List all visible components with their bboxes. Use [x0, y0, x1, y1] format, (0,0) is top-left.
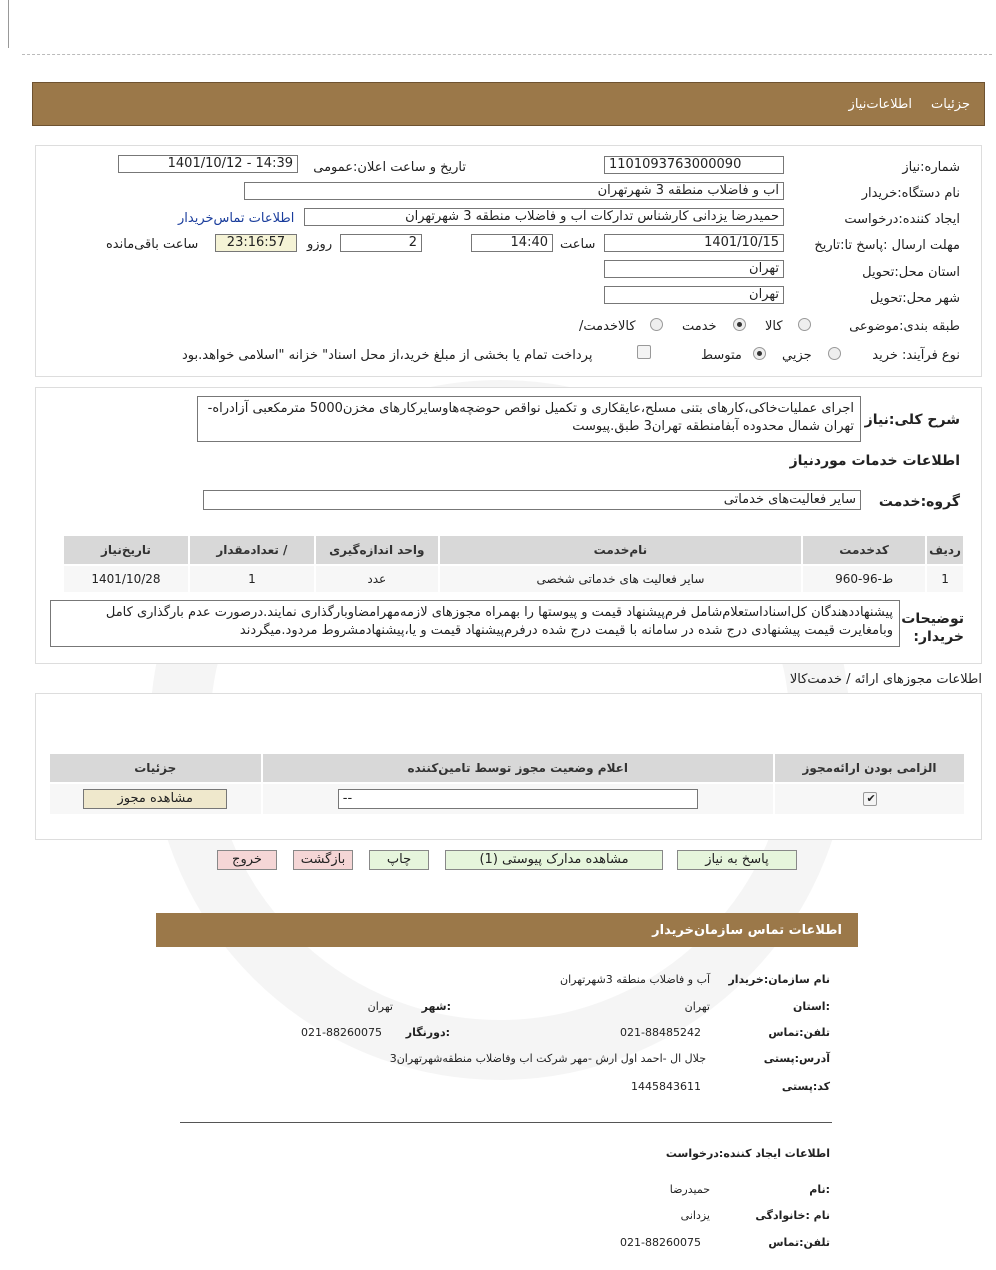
org-value: آب و فاضلاب منطقه 3شهرتهران [560, 973, 710, 986]
category-service-radio[interactable] [733, 318, 746, 331]
creator-family-label: نام :خانوادگی [755, 1209, 830, 1222]
days-field: 2 [340, 234, 422, 252]
required-checkbox[interactable] [863, 792, 877, 806]
cell-date: 1401/10/28 [63, 565, 189, 593]
creator-family-value: یزدانی [680, 1209, 710, 1222]
org-label: نام سازمان:خریدار [728, 973, 830, 986]
category-label: طبقه بندی:موضوعی [849, 319, 960, 334]
fax-value: 021-88260075 [301, 1026, 382, 1039]
tab-details[interactable]: جزئیات [931, 97, 970, 112]
creator-phone-value: 021-88260075 [620, 1236, 701, 1249]
creator-field: حمیدرضا یزدانی کارشناس تدارکات آب و فاضلاب منطقه 3 شهرتهران [304, 208, 784, 226]
category-both-radio[interactable] [650, 318, 663, 331]
contact-city-label: شهر: [421, 1000, 451, 1013]
col-unit: واحد اندازه‌گیری [315, 535, 439, 565]
top-divider [22, 54, 992, 55]
city-field: تهران [604, 286, 784, 304]
col-qty: / تعدادمقدار [189, 535, 315, 565]
service-group-label: گروه:خدمت [878, 494, 960, 510]
cell-status [262, 783, 775, 815]
contact-title: اطلاعات تماس سازمان‌خریدار [652, 923, 842, 938]
deadline-time-field: 14:40 [471, 234, 553, 252]
permit-status-field[interactable]: -- [338, 789, 698, 809]
print-button[interactable]: چاپ [369, 850, 429, 870]
category-goods-label: کالا [765, 319, 783, 334]
creator-info-title: اطلاعات ایجاد کننده:درخواست [665, 1147, 830, 1160]
view-permit-button[interactable]: مشاهده مجوز [83, 789, 227, 809]
col-row: ردیف [926, 535, 964, 565]
need-info-panel [35, 145, 982, 377]
contact-divider [180, 1122, 832, 1123]
cell-required [774, 783, 965, 815]
deadline-date-field: 1401/10/15 [604, 234, 784, 252]
province-label: استان محل:تحویل [862, 265, 960, 280]
category-both-label: /کالاخدمت [579, 319, 636, 334]
page-edge-line [8, 0, 9, 48]
table-row [49, 783, 965, 815]
services-section-title: اطلاعات خدمات موردنیاز [789, 453, 960, 469]
phone-label: تلفن:تماس [768, 1026, 830, 1039]
col-status: اعلام وضعیت مجوز توسط تامین‌کننده [262, 753, 775, 783]
col-code: کدخدمت [802, 535, 926, 565]
need-number-field: 1101093763000090 [604, 156, 784, 174]
process-label: نوع فرآیند: خرید [872, 348, 960, 363]
contact-header [156, 913, 858, 947]
postal-label: کد:پستی [781, 1080, 830, 1093]
cell-unit: عدد [315, 565, 439, 593]
postal-value: 1445843611 [631, 1080, 701, 1093]
time-label: ساعت [560, 237, 596, 252]
description-label: شرح کلی:نیاز [864, 412, 960, 428]
need-number-label: شماره:نیاز [902, 160, 960, 175]
creator-phone-label: تلفن:تماس [768, 1236, 830, 1249]
permits-table [48, 752, 966, 816]
attachments-button[interactable]: مشاهده مدارک پیوستی (1) [445, 850, 663, 870]
treasury-payment-checkbox[interactable] [637, 345, 651, 359]
process-medium-radio[interactable] [753, 347, 766, 360]
page-header [32, 82, 985, 126]
exit-button[interactable]: خروج [217, 850, 277, 870]
cell-code: ط-96-960 [802, 565, 926, 593]
announce-field: 1401/10/12 - 14:39 [118, 155, 298, 173]
services-table [62, 534, 965, 594]
contact-province-value: تهران [684, 1000, 710, 1013]
cell-row: 1 [926, 565, 964, 593]
tab-need-info[interactable]: اطلاعات‌نیاز [848, 97, 912, 112]
col-details: جزئیات [49, 753, 262, 783]
announce-label: تاریخ و ساعت اعلان:عمومی [313, 160, 466, 175]
col-required: الزامی بودن ارائه‌مجوز [774, 753, 965, 783]
description-text: اجرای عملیات‌خاکی،کارهای بتنی مسلح،عایقکاری و تکمیل نواقص حوضچه‌هاوسایرکارهای مخزن5000 مترمکعبی آزادراه-تهران شمال محدوده آبفامنطقه تهران3 طبق.پیوست [197, 396, 861, 442]
reply-button[interactable]: پاسخ به نیاز [677, 850, 797, 870]
col-name: نام‌خدمت [439, 535, 802, 565]
category-goods-radio[interactable] [798, 318, 811, 331]
phone-value: 021-88485242 [620, 1026, 701, 1039]
process-medium-label: متوسط [701, 348, 742, 363]
deadline-label: مهلت ارسال :پاسخ تا:تاریخ [814, 238, 960, 253]
process-minor-radio[interactable] [828, 347, 841, 360]
cell-details [49, 783, 262, 815]
check-icon: ✔ [866, 792, 876, 806]
treasury-payment-note: پرداخت تمام یا بخشی از مبلغ خرید،از محل اسناد" خزانه "اسلامی خواهد.بود [182, 348, 593, 363]
contact-city-value: تهران [367, 1000, 393, 1013]
category-service-label: خدمت [682, 319, 717, 334]
remaining-time-field: 23:16:57 [215, 234, 297, 252]
buyer-notes-label: توضیحات خریدار: [901, 611, 964, 645]
col-date: تاریخ‌نیاز [63, 535, 189, 565]
province-field: تهران [604, 260, 784, 278]
address-label: آدرس:پستی [763, 1052, 830, 1065]
service-group-field: سایر فعالیت‌های خدماتی [203, 490, 861, 510]
contact-province-label: استان: [792, 1000, 830, 1013]
city-label: شهر محل:تحویل [870, 291, 960, 306]
creator-name-label: نام: [809, 1183, 830, 1196]
creator-label: ایجاد کننده:درخواست [844, 212, 960, 227]
cell-qty: 1 [189, 565, 315, 593]
back-button[interactable]: بازگشت [293, 850, 353, 870]
address-value: جلال ال -احمد اول ارش -مهر شرکت اب وفاضلاب منطقه‌شهرتهران3 [389, 1052, 706, 1065]
buyer-label: نام دستگاه:خریدار [861, 186, 960, 201]
creator-name-value: حمیدرضا [669, 1183, 710, 1196]
buyer-field: آب و فاضلاب منطقه 3 شهرتهران [244, 182, 784, 200]
table-row [63, 565, 964, 593]
remaining-label: ساعت باقی‌مانده [106, 237, 199, 252]
process-minor-label: جزیي [782, 348, 812, 363]
days-label: روزو [307, 237, 333, 252]
cell-name: سایر فعالیت های خدماتی شخصی [439, 565, 802, 593]
permits-title: اطلاعات مجوزهای ارائه / خدمت‌کالا [789, 672, 982, 687]
buyer-notes-text: پیشنهاددهندگان کل‌اسناداستعلام‌شامل فرم‌پیشنهاد قیمت و پیوستها را بهمراه مجوزهای لازمه‌مهرامضاوبارگذاری نمایند.درصورت عدم بارگذاری کامل وبامغایرت قیمت پیشنهادی درج شده در سامانه با قیمت درج شده درفرم‌پیشنهاد قیمت و یا،پیشنهادمشروط مردود.میگردند [50, 600, 900, 647]
fax-label: دورنگار: [405, 1026, 450, 1039]
buyer-contact-link[interactable]: اطلاعات تماس‌خریدار [178, 211, 295, 226]
